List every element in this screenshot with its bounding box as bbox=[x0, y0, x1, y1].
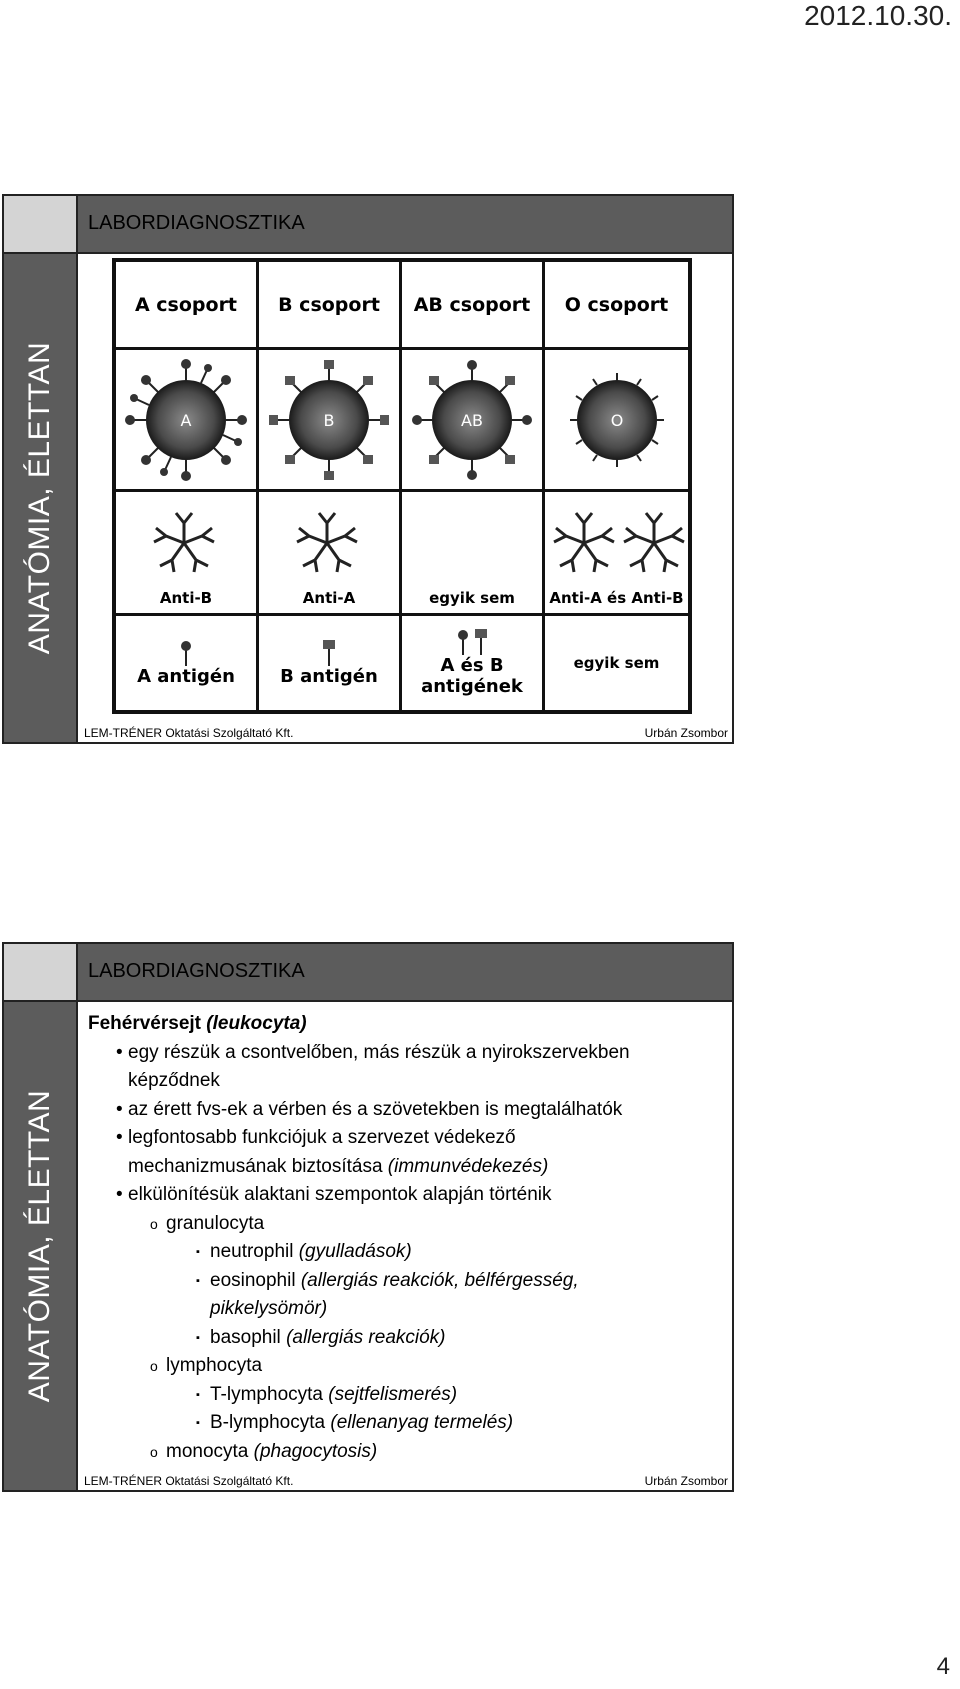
bullet-function: • legfontosabb funkciójuk a szervezet védekező mechanizmusának biztosítása (immunvédekezés) bbox=[88, 1124, 722, 1181]
subitem-granulocyta: o granulocyta bbox=[88, 1210, 722, 1239]
document-date: 2012.10.30. bbox=[804, 0, 952, 31]
rbc-a-icon bbox=[121, 355, 251, 485]
rbc-o bbox=[545, 350, 688, 492]
subitem-b-lymphocyta: ▪ B-lymphocyta (ellenanyag termelés) bbox=[88, 1409, 722, 1438]
slide-corner bbox=[4, 944, 78, 1002]
antibody-ab bbox=[402, 492, 545, 616]
slide-sidebar bbox=[4, 1002, 78, 1490]
antibody-o bbox=[545, 492, 688, 616]
slide-title: LABORDIAGNOSZTIKA bbox=[88, 212, 305, 234]
footer-company: LEM-TRÉNER Oktatási Szolgáltató Kft. bbox=[84, 726, 294, 740]
antibody-b bbox=[259, 492, 402, 616]
content-heading: Fehérvérsejt (leukocyta) bbox=[88, 1013, 307, 1034]
rbc-ab-icon bbox=[407, 355, 537, 485]
antibody-a bbox=[116, 492, 259, 616]
group-name-a: A csoport bbox=[116, 262, 259, 350]
antigen-o: egyik sem bbox=[573, 654, 660, 672]
group-name-ab: AB csoport bbox=[402, 262, 545, 350]
antibody-label: Anti-A bbox=[302, 589, 356, 607]
antibody-cluster-icon bbox=[549, 508, 689, 578]
svg-text:AB: AB bbox=[461, 410, 483, 430]
group-name-o: O csoport bbox=[545, 262, 688, 350]
subitem-lymphocyta: o lymphocyta bbox=[88, 1352, 722, 1381]
page-number: 4 bbox=[936, 1653, 950, 1680]
antibody-label: egyik sem bbox=[429, 589, 515, 607]
rbc-o-icon bbox=[552, 355, 682, 485]
footer-company: LEM-TRÉNER Oktatási Szolgáltató Kft. bbox=[84, 1474, 294, 1488]
bullet-location: • az érett fvs-ek a vérben és a szövetekben is megtalálhatók bbox=[88, 1096, 722, 1125]
rbc-a bbox=[116, 350, 259, 492]
rbc-b bbox=[259, 350, 402, 492]
bullet-origin: • egy részük a csontvelőben, más részük a nyirokszervekben képződnek bbox=[88, 1039, 722, 1096]
svg-text:O: O bbox=[610, 410, 623, 430]
slide-title: LABORDIAGNOSZTIKA bbox=[88, 960, 305, 982]
subitem-basophil: ▪ basophil (allergiás reakciók) bbox=[88, 1324, 722, 1353]
antibody-cluster-icon bbox=[144, 508, 224, 578]
antigen-b-icon bbox=[321, 640, 337, 666]
antibody-label: Anti-B bbox=[159, 589, 213, 607]
rbc-b-icon bbox=[264, 355, 394, 485]
group-name-b: B csoport bbox=[259, 262, 402, 350]
subitem-neutrophil: ▪ neutrophil (gyulladások) bbox=[88, 1238, 722, 1267]
slide-corner bbox=[4, 196, 78, 254]
slide-title-bar bbox=[78, 196, 732, 254]
subitem-eosinophil: ▪ eosinophil (allergiás reakciók, bélférgesség, pikkelysömör) bbox=[88, 1267, 722, 1324]
slide-content bbox=[88, 1010, 722, 1466]
antigen-ab: A és B antigének bbox=[402, 616, 545, 710]
slide-blood-groups bbox=[2, 194, 734, 744]
blood-group-figure bbox=[112, 258, 692, 714]
antigen-a: A antigén bbox=[116, 616, 259, 710]
slide-leukocytes bbox=[2, 942, 734, 1492]
bullet-classification: • elkülönítésük alaktani szempontok alapján történik bbox=[88, 1181, 722, 1210]
subitem-t-lymphocyta: ▪ T-lymphocyta (sejtfelismerés) bbox=[88, 1381, 722, 1410]
antigen-b: B antigén bbox=[259, 616, 402, 710]
subitem-monocyta: o monocyta (phagocytosis) bbox=[88, 1438, 722, 1467]
svg-text:B: B bbox=[323, 410, 335, 430]
antibody-label: Anti-A és Anti-B bbox=[549, 589, 684, 607]
slide-title-bar bbox=[78, 944, 732, 1002]
rbc-ab bbox=[402, 350, 545, 492]
sidebar-title: ANATÓMIA, ÉLETTAN bbox=[23, 1089, 56, 1403]
footer-author: Urbán Zsombor bbox=[644, 726, 728, 740]
sidebar-title: ANATÓMIA, ÉLETTAN bbox=[23, 341, 56, 655]
antigen-ab-icon bbox=[455, 629, 489, 655]
footer-author: Urbán Zsombor bbox=[644, 1474, 728, 1488]
svg-text:A: A bbox=[180, 410, 192, 430]
antigen-a-icon bbox=[178, 640, 194, 666]
antibody-cluster-icon bbox=[287, 508, 367, 578]
slide-sidebar bbox=[4, 254, 78, 742]
